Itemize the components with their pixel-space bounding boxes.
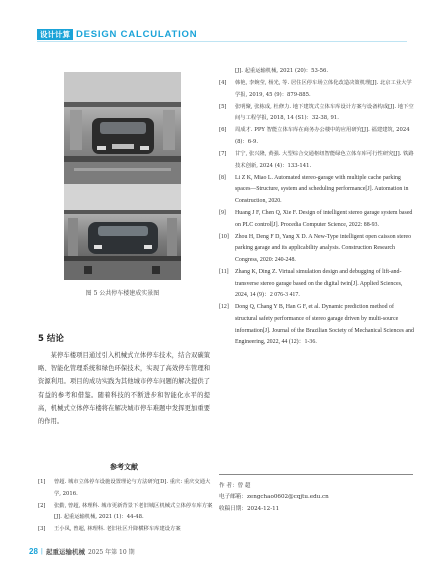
reference-item bbox=[219, 208, 415, 231]
section-header bbox=[37, 29, 197, 40]
reference-item bbox=[219, 267, 415, 302]
reference-item bbox=[219, 66, 415, 78]
reference-item bbox=[219, 232, 415, 267]
received-date: 收稿日期：2024-12-11 bbox=[219, 505, 280, 512]
reference-text: 张勤, 曾超, 林理科. 城市更新背景下老旧城区机械式立体停车库方案[J]. 起重运输机械, 2021 (1)：44-48. bbox=[54, 502, 213, 521]
reference-number: [9] bbox=[219, 210, 226, 217]
issue-info: 2025 年第 10 期 bbox=[87, 549, 135, 556]
author-info bbox=[219, 481, 415, 515]
reference-item bbox=[219, 302, 415, 348]
reference-item bbox=[38, 477, 214, 500]
reference-text: Huang J F, Chen Q, Xie F. Design of intelligent stereo garage system based on PLC control[J]. Procedia Computer Science, 2022: 88-93. bbox=[235, 210, 413, 228]
reference-number: [5] bbox=[219, 103, 227, 110]
author-name: 作 者：曾 超 bbox=[219, 483, 251, 489]
reference-item bbox=[38, 524, 214, 536]
reference-text: 韩艳, 李婉莹, 杨光, 等. 居住区停车场立体化改造决策机理[J]. 北京工业大学学报, 2019, 45 (9)：879-885. bbox=[235, 80, 412, 98]
parking-garage-photo-top bbox=[64, 72, 181, 187]
author-divider bbox=[219, 474, 413, 475]
reference-text: Zhang K, Ding Z. Virtual simulation design and debugging of lift-and-transverse stereo garage based on the digital twin[J]. Applied Sciences, 2024, 14 (9)：2 076-3 417. bbox=[235, 269, 403, 299]
footer-separator-icon: | bbox=[40, 548, 43, 555]
page-number: 28 bbox=[29, 547, 38, 556]
reference-number: [10] bbox=[219, 233, 229, 240]
conclusion-paragraph: 某停车楼项目通过引入机械式立体停车技术，结合双碳策略、智能化管理系统和绿色环保技术，实现了高效停车管理和资源利用。项目的成功实践为其他城市停车问题的解决提供了有益的参考和借鉴。随着科技的不断进步和智能化水平的提高，机械式立体停车楼将在解决城市停车难题中发挥更加重要的作用。 bbox=[38, 352, 210, 426]
reference-number: [6] bbox=[219, 127, 227, 134]
section-title: 5 结论 bbox=[38, 334, 64, 344]
reference-text: 周成才. PPY 智能立体车库在商务办公楼中的应用研究[J]. 福建建筑, 2024 (8)：6-9. bbox=[235, 127, 410, 146]
reference-number: [1] bbox=[38, 479, 46, 485]
header-divider bbox=[37, 41, 407, 42]
references-left-column bbox=[38, 477, 214, 536]
magazine-name: 起重运输机械 bbox=[45, 548, 85, 556]
author-email: 电子邮箱：zengchao0602@cqjtu.edu.cn bbox=[219, 494, 329, 501]
reference-text: 甘宁, 张兴隆, 黄强. 大型综合交通枢纽智能绿色立体车库可行性研究[J]. 铁路技术创新, 2024 (4)：133-141. bbox=[235, 151, 414, 169]
reference-number: [7] bbox=[219, 151, 227, 158]
reference-number: [3] bbox=[38, 526, 46, 533]
reference-item bbox=[219, 173, 415, 208]
parking-garage-photo-bottom bbox=[64, 184, 181, 280]
page-footer bbox=[29, 547, 135, 556]
figure-caption: 图 5 公共停车楼建成实景图 bbox=[85, 290, 160, 297]
section-header-zh: 设计计算 bbox=[37, 29, 73, 40]
reference-number: [11] bbox=[219, 269, 229, 276]
references-title: 参考文献 bbox=[110, 463, 138, 471]
reference-number: [8] bbox=[219, 174, 226, 181]
reference-item bbox=[219, 125, 415, 148]
reference-number: [2] bbox=[38, 502, 46, 509]
reference-text: [J]. 起重运输机械, 2021 (20)：53-56. bbox=[235, 68, 329, 74]
reference-text: 张明聚, 张栋成, 杜修力. 地下建筑式立体车库设计方案与设备构成[J]. 地下空间与工程学报, 2018, 14 (S1)：32-38, 91. bbox=[235, 103, 414, 122]
section-header-en: DESIGN CALCULATION bbox=[76, 29, 198, 40]
reference-number: [12] bbox=[219, 304, 229, 311]
reference-text: 曾超. 城市立体停车设施设置理论与方法研究[D]. 重庆: 重庆交通大学, 2016. bbox=[54, 479, 211, 497]
reference-text: Dong Q, Chang Y B, Han G F, et al. Dynamic prediction method of structural safety performance of stereo garage driven by multi-source information[J]. Journal of the Brazilian Society of Mechanical Sciences and Engineering, 2022, 44 (12)：1-36. bbox=[235, 304, 414, 346]
reference-item bbox=[219, 149, 415, 172]
references-right-column bbox=[219, 66, 415, 349]
reference-number: [4] bbox=[219, 80, 227, 87]
reference-text: 王小凤, 曾超, 林理科. 老旧社区升降横移车库建设方案 bbox=[54, 526, 181, 533]
reference-item bbox=[38, 501, 214, 524]
reference-item bbox=[219, 78, 415, 101]
reference-text: Li Z K, Miao L. Automated stereo-garage with multiple cache parking spaces—Structure, system and scheduling performance[J]. Automation in Construction, 2020. bbox=[235, 174, 409, 205]
reference-item bbox=[219, 102, 415, 125]
reference-text: Zhou H, Deng F D, Yang X D. A New-Type intelligent open caisson stereo parking garage and its applicability analysis. Construction Research Congress, 2020: 240-248. bbox=[235, 233, 412, 263]
